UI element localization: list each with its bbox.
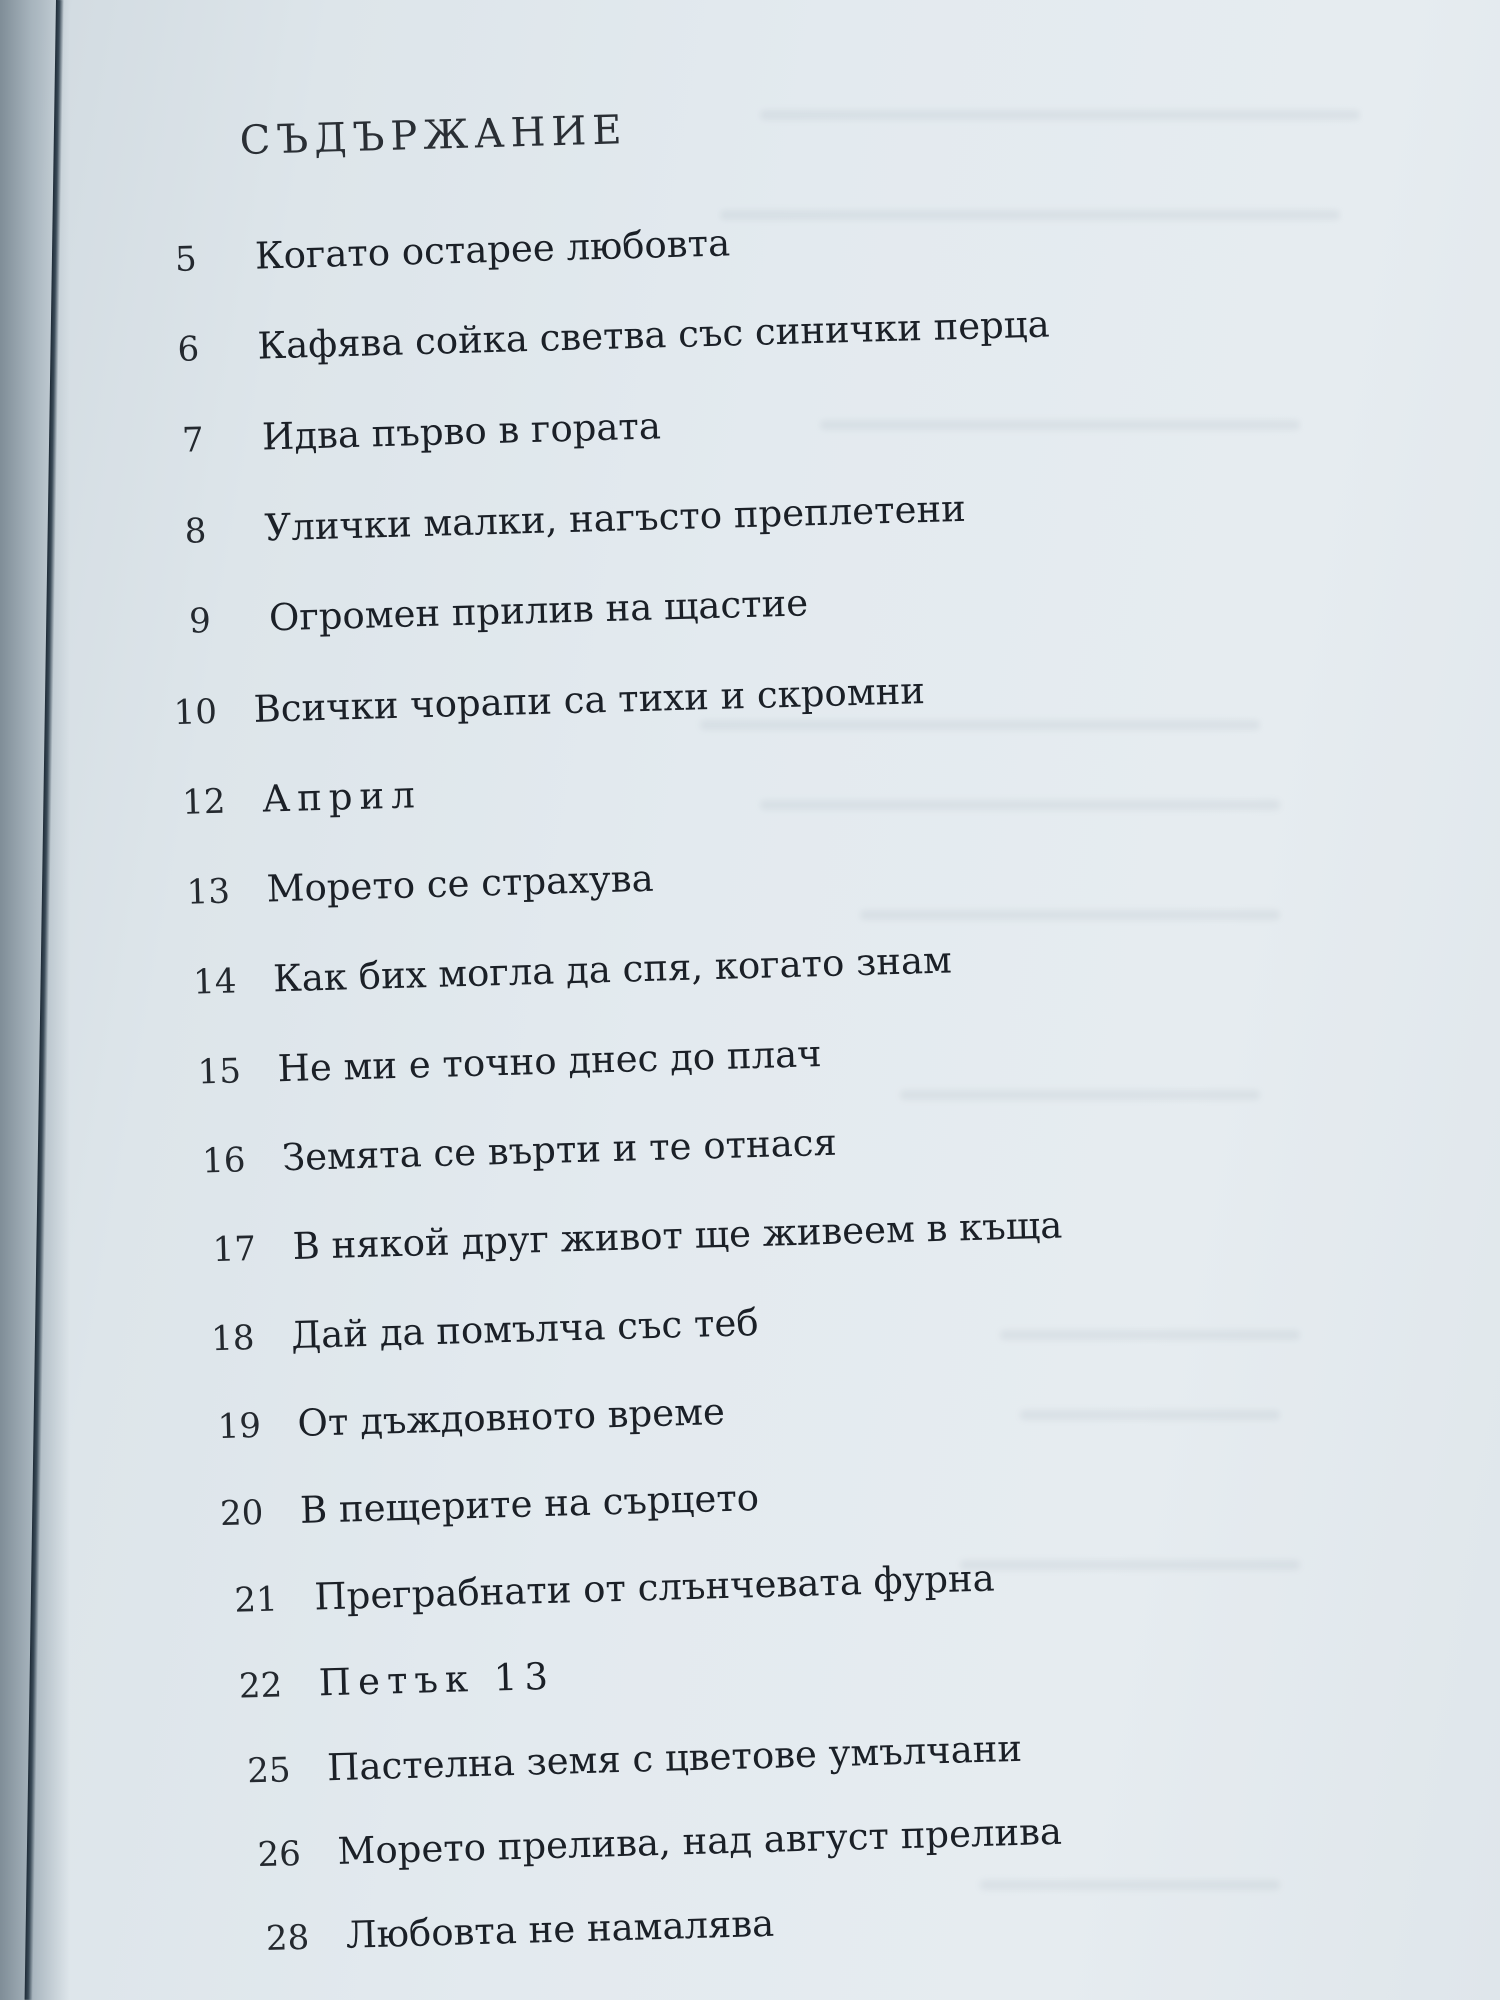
toc-entry-title: Всички чорапи са тихи и скромни (253, 669, 926, 731)
toc-page-number: 16 (201, 1140, 247, 1182)
toc-page-number: 21 (233, 1579, 279, 1621)
toc-entry-title: Когато остарее любовта (254, 221, 731, 278)
toc-page-number: 26 (257, 1833, 302, 1876)
toc-page-number: 13 (186, 871, 231, 913)
toc-entry (193, 938, 953, 1011)
toc-entry (211, 1301, 760, 1368)
toc-page-number: 8 (184, 511, 207, 552)
toc-entry (197, 1032, 822, 1101)
toc-entry (217, 1390, 726, 1456)
toc-entry (186, 857, 654, 922)
toc-entry (177, 302, 1050, 378)
toc-entry (238, 1655, 555, 1716)
toc-page-number: 7 (181, 420, 205, 461)
toc-entry-title: Дай да помълча със теб (290, 1300, 760, 1358)
toc-page-number: 14 (192, 961, 238, 1003)
toc-entry-title: Пастелна земя с цветове умълчани (326, 1726, 1023, 1790)
toc-page-number: 10 (173, 691, 218, 734)
toc-page-number: 9 (188, 601, 212, 642)
toc-entry (173, 669, 926, 742)
toc-page-number: 17 (212, 1228, 257, 1271)
toc-entry-title: Морето прелива, над август прелива (336, 1809, 1063, 1873)
toc-page-number: 6 (176, 329, 200, 370)
toc-page-number: 19 (217, 1405, 262, 1448)
toc-entry-title: В някой друг живот ще живеем в къща (292, 1203, 1063, 1268)
toc-entry (265, 1902, 775, 1968)
toc-entry (174, 221, 731, 288)
toc-entry (257, 1810, 1063, 1884)
toc-entry-title: Кафява сойка светва със синички перца (256, 302, 1051, 368)
toc-entry (234, 1556, 996, 1629)
toc-entry (182, 773, 423, 832)
toc-page-number: 22 (238, 1665, 283, 1707)
toc-entry-title: Петък 13 (318, 1654, 556, 1705)
toc-entry-title: Морето се страхува (266, 856, 655, 911)
toc-heading: СЪДЪРЖАНИЕ (239, 107, 629, 164)
toc-entry (212, 1203, 1063, 1279)
toc-entry-title: Как бих могла да спя, когато знам (272, 938, 953, 1001)
toc-entry (184, 487, 967, 561)
toc-page-number: 5 (174, 239, 198, 280)
toc-entry (202, 1121, 838, 1191)
toc-entry-title: Преграбнати от слънчевата фурна (313, 1556, 996, 1619)
toc-page-number: 18 (210, 1318, 256, 1360)
toc-page-number: 28 (265, 1917, 310, 1959)
toc-entry-title: Април (261, 773, 423, 821)
toc-entry-title: Идва първо в гората (261, 404, 662, 459)
toc-page-number: 15 (197, 1051, 242, 1093)
toc-entry-title: Не ми е точно днес до плач (277, 1032, 823, 1091)
toc-entry (189, 581, 809, 650)
toc-entry-title: От дъждовното време (296, 1389, 726, 1445)
toc-entry-title: Огромен прилив на щастие (268, 581, 809, 640)
toc-entry-title: Земята се върти и те отнася (281, 1120, 838, 1180)
toc-entry-title: Улички малки, нагъсто преплетени (263, 486, 967, 550)
toc-page-number: 25 (246, 1750, 292, 1792)
toc-page-number: 12 (181, 781, 227, 823)
toc-entry (181, 404, 661, 469)
toc-page-number: 20 (219, 1492, 264, 1535)
toc-entry-title: В пещерите на сърцето (299, 1476, 760, 1532)
toc-entry (247, 1727, 1023, 1801)
toc-entry (219, 1476, 759, 1543)
toc-entry-title: Любовта не намалява (345, 1901, 775, 1957)
